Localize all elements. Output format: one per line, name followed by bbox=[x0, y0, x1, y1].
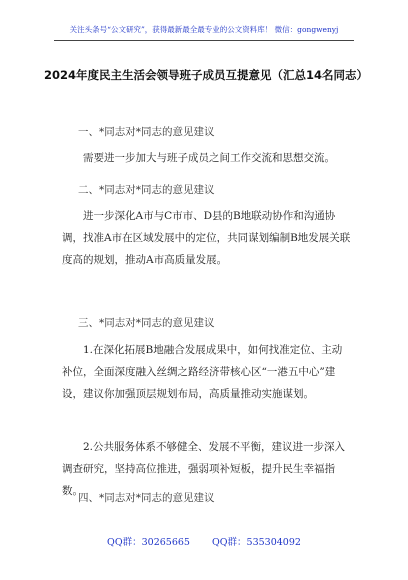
header-bar bbox=[54, 22, 354, 41]
footer-qq-group-2: QQ群：535304092 bbox=[211, 537, 301, 548]
section-1-paragraph-1: 需要进一步加大与班子成员之间工作交流和思想交流。 bbox=[83, 152, 335, 164]
section-heading-1: 一、*同志对*同志的意见建议 bbox=[78, 126, 215, 138]
footer bbox=[0, 534, 408, 548]
footer-qq-group-1: QQ群：30265665 bbox=[107, 537, 190, 548]
section-3-paragraph-2: 2.公共服务体系不够健全、发展不平衡，建议进一步深入调查研究，坚持高位推进，强弱项补短板，提升民生幸福指数。 bbox=[62, 441, 346, 497]
header-notice: 关注头条号“公文研究”，获得最新最全最专业的公文资料库！ 微信：gongwenyj bbox=[69, 25, 339, 34]
section-2-paragraph-1: 进一步深化A市与C市市、D县的B地联动协作和沟通协调，找准A市在区域发展中的定位，共同谋划编制B地发展关联度高的规划，推动A市高质量发展。 bbox=[62, 210, 351, 266]
section-heading-3: 三、*同志对*同志的意见建议 bbox=[78, 317, 215, 329]
section-heading-4: 四、*同志对*同志的意见建议 bbox=[78, 492, 215, 504]
section-3-paragraph-1: 1.在深化拓展B地融合发展成果中，如何找准定位、主动补位，全面深度融入丝绸之路经济带核心区“一港五中心”建设，建议你加强顶层规划布局，高质量推动实施谋划。 bbox=[62, 344, 343, 400]
document-title: 2024年度民主生活会领导班子成员互提意见（汇总14名同志） bbox=[44, 68, 369, 82]
section-heading-2: 二、*同志对*同志的意见建议 bbox=[78, 184, 215, 196]
